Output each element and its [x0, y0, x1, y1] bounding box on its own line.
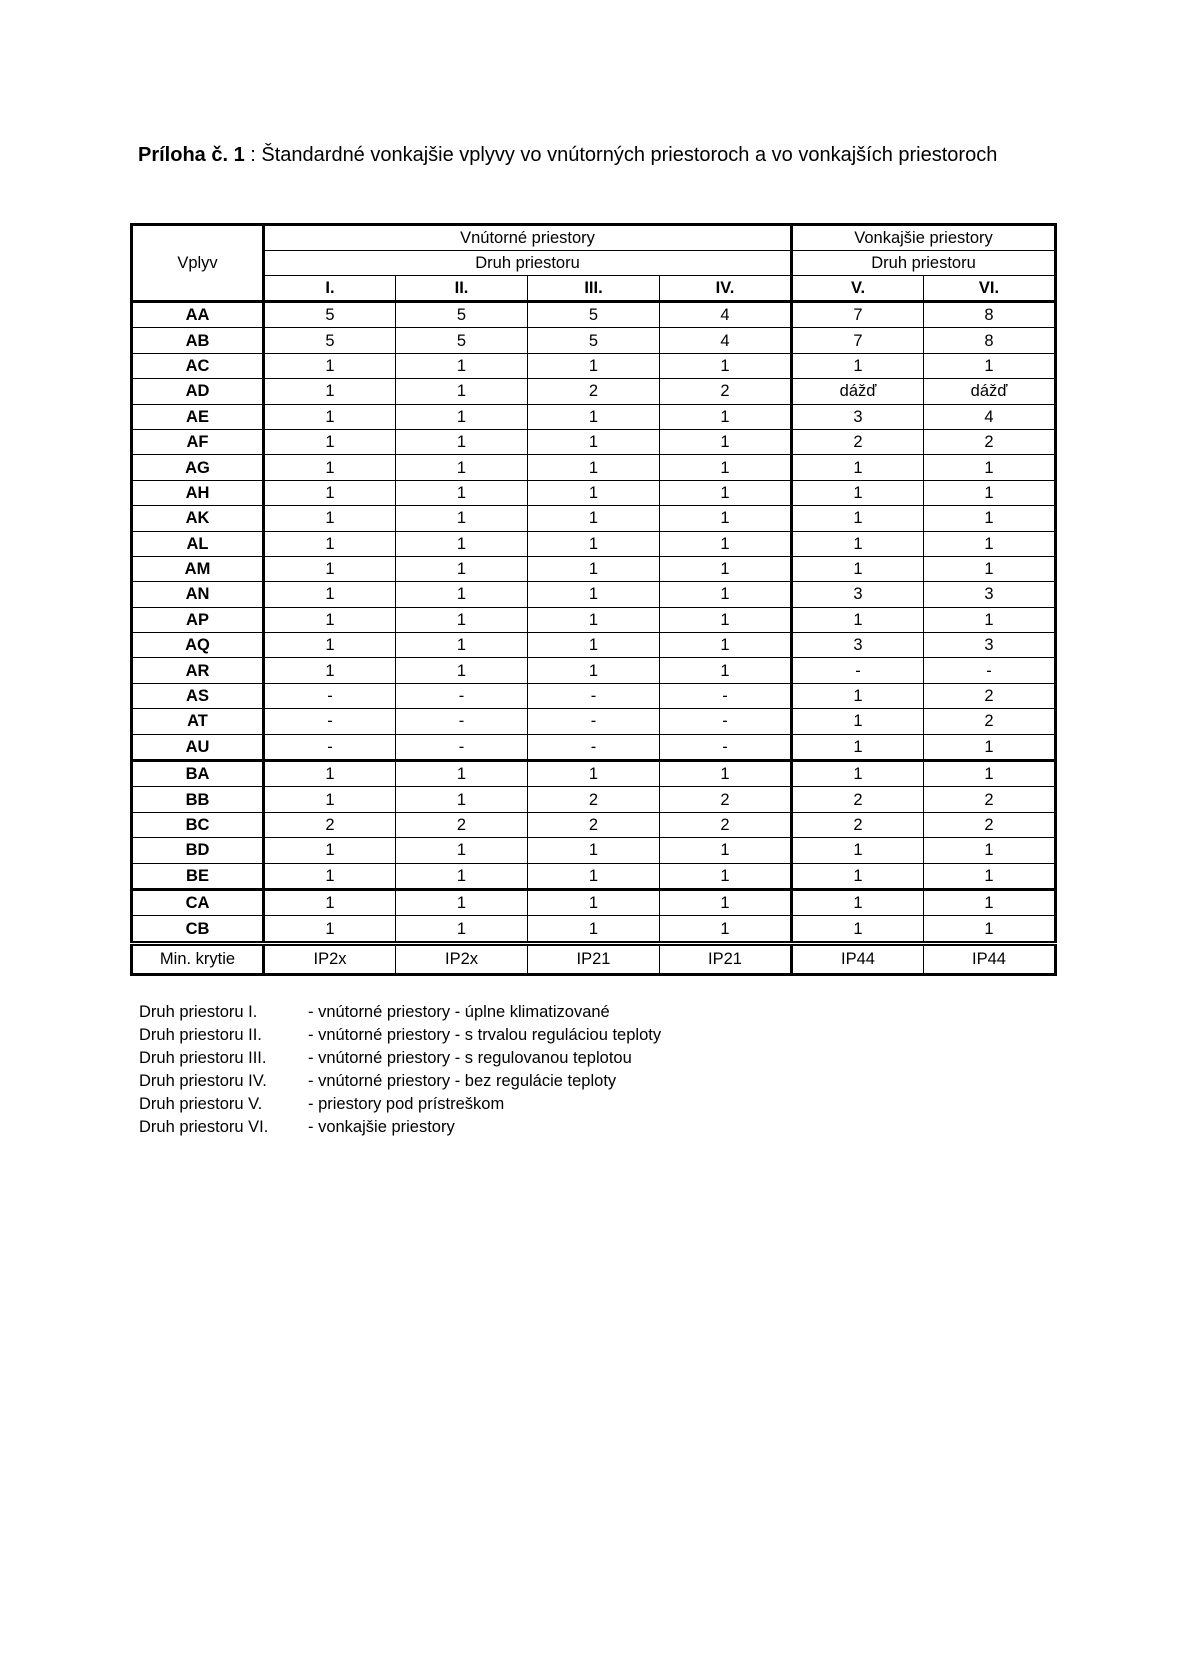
table-cell: 1 [660, 582, 792, 607]
table-cell: 2 [792, 787, 924, 812]
table-cell: 1 [924, 480, 1056, 505]
table-cell: - [396, 683, 528, 708]
footer-cell: IP44 [924, 943, 1056, 974]
table-cell: 1 [528, 556, 660, 581]
table-cell: 1 [528, 658, 660, 683]
table-cell: 5 [396, 328, 528, 353]
table-cell: 1 [528, 455, 660, 480]
table-cell: 1 [924, 838, 1056, 863]
table-row [132, 455, 1056, 480]
legend-description: - vnútorné priestory - bez regulácie teploty [308, 1072, 617, 1090]
table-cell: 1 [528, 506, 660, 531]
table-cell: 1 [396, 658, 528, 683]
legend-description: - vnútorné priestory - s trvalou reguláciou teploty [308, 1026, 662, 1044]
table-cell: 1 [264, 506, 396, 531]
table-cell: 1 [396, 506, 528, 531]
table-cell: 1 [264, 916, 396, 943]
table-cell: 2 [792, 812, 924, 837]
table-cell: 1 [660, 480, 792, 505]
table-cell: 2 [396, 812, 528, 837]
header-vplyv: Vplyv [132, 225, 264, 302]
table-cell: 2 [924, 787, 1056, 812]
row-code: BD [132, 838, 264, 863]
table-cell: - [660, 683, 792, 708]
table-row [132, 328, 1056, 353]
row-code: CB [132, 916, 264, 943]
table-cell: 1 [660, 429, 792, 454]
header-subgroup-inner: Druh priestoru [264, 251, 792, 276]
row-code: AT [132, 709, 264, 734]
table-cell: 1 [396, 582, 528, 607]
table-cell: 1 [396, 455, 528, 480]
table-cell: 1 [528, 531, 660, 556]
row-code: AA [132, 302, 264, 328]
table-cell: 1 [264, 633, 396, 658]
table-cell: 1 [396, 607, 528, 632]
table-cell: 1 [660, 863, 792, 889]
table-cell: 1 [660, 404, 792, 429]
table-cell: 4 [924, 404, 1056, 429]
influences-table [130, 223, 1057, 976]
document-title [138, 140, 1044, 170]
legend-item [139, 1047, 661, 1070]
table-row [132, 683, 1056, 708]
table-cell: - [528, 734, 660, 760]
row-code: BE [132, 863, 264, 889]
table-cell: 1 [396, 787, 528, 812]
table-cell: dážď [924, 379, 1056, 404]
row-code: BA [132, 761, 264, 787]
table-cell: 1 [396, 379, 528, 404]
table-row [132, 582, 1056, 607]
column-header: III. [528, 276, 660, 302]
column-header: V. [792, 276, 924, 302]
table-cell: 3 [924, 582, 1056, 607]
table-cell: 1 [264, 429, 396, 454]
row-code: AK [132, 506, 264, 531]
footer-row [132, 943, 1056, 974]
footer-cell: IP2x [264, 943, 396, 974]
table-row [132, 531, 1056, 556]
table-cell: 1 [660, 506, 792, 531]
table-cell: 7 [792, 328, 924, 353]
table-cell: 1 [792, 838, 924, 863]
table-row [132, 404, 1056, 429]
table-cell: 1 [924, 863, 1056, 889]
table-cell: 1 [264, 480, 396, 505]
table-cell: 1 [792, 531, 924, 556]
table-row [132, 633, 1056, 658]
row-code: BB [132, 787, 264, 812]
table-row [132, 889, 1056, 915]
table-cell: 1 [792, 761, 924, 787]
table-cell: 1 [792, 916, 924, 943]
table-body [132, 302, 1056, 944]
table-cell: 2 [660, 787, 792, 812]
table-cell: 2 [528, 379, 660, 404]
table-cell: 5 [528, 328, 660, 353]
table-row [132, 353, 1056, 378]
table-row [132, 709, 1056, 734]
legend-key: Druh priestoru V. [139, 1095, 263, 1113]
row-code: AS [132, 683, 264, 708]
table-cell: 1 [660, 761, 792, 787]
table-cell: 1 [660, 353, 792, 378]
table-cell: 2 [660, 379, 792, 404]
table-cell: 1 [528, 863, 660, 889]
table-cell: 1 [924, 455, 1056, 480]
legend-key: Druh priestoru VI. [139, 1118, 269, 1136]
table-row [132, 506, 1056, 531]
table-cell: 2 [792, 429, 924, 454]
table-row [132, 916, 1056, 943]
row-code: AC [132, 353, 264, 378]
table-cell: 1 [264, 761, 396, 787]
table-cell: - [264, 734, 396, 760]
column-header: I. [264, 276, 396, 302]
title-prefix: Príloha č. 1 [138, 144, 245, 166]
table-row [132, 607, 1056, 632]
table-cell: 1 [396, 404, 528, 429]
table-row [132, 379, 1056, 404]
table-cell: 1 [264, 607, 396, 632]
table-row [132, 863, 1056, 889]
column-header: II. [396, 276, 528, 302]
table-cell: 1 [660, 633, 792, 658]
table-cell: 4 [660, 302, 792, 328]
table-cell: 1 [264, 838, 396, 863]
header-group-outer: Vonkajšie priestory [792, 225, 1056, 251]
table-cell: 2 [528, 812, 660, 837]
table-cell: 3 [792, 633, 924, 658]
row-code: AG [132, 455, 264, 480]
header-subgroup-outer: Druh priestoru [792, 251, 1056, 276]
table-cell: 1 [264, 556, 396, 581]
table-cell: 5 [264, 328, 396, 353]
table-cell: 1 [264, 889, 396, 915]
table-cell: 2 [528, 787, 660, 812]
table-cell: 1 [264, 455, 396, 480]
table-cell: 1 [792, 734, 924, 760]
table-row [132, 812, 1056, 837]
legend-description: - vonkajšie priestory [308, 1118, 455, 1136]
table-cell: 1 [396, 556, 528, 581]
table-cell: 2 [924, 429, 1056, 454]
table-cell: 1 [792, 683, 924, 708]
table-cell: 1 [528, 404, 660, 429]
table-cell: 1 [396, 480, 528, 505]
row-code: AM [132, 556, 264, 581]
footer-cell: IP2x [396, 943, 528, 974]
table-row [132, 838, 1056, 863]
row-code: AQ [132, 633, 264, 658]
table-cell: 1 [264, 353, 396, 378]
table-cell: 1 [924, 531, 1056, 556]
table-cell: 2 [924, 683, 1056, 708]
table-cell: 1 [660, 607, 792, 632]
table-cell: 1 [792, 863, 924, 889]
legend-item [139, 1116, 661, 1139]
row-code: AE [132, 404, 264, 429]
table-cell: 1 [528, 633, 660, 658]
table-cell: 1 [924, 889, 1056, 915]
table-cell: 1 [792, 889, 924, 915]
table-cell: 1 [924, 734, 1056, 760]
table-cell: 8 [924, 302, 1056, 328]
legend-item [139, 1093, 661, 1116]
table-cell: 4 [660, 328, 792, 353]
legend-description: - vnútorné priestory - s regulovanou teplotou [308, 1049, 632, 1067]
table-cell: 1 [792, 607, 924, 632]
table-cell: - [264, 683, 396, 708]
table-cell: 1 [264, 379, 396, 404]
table-cell: 1 [792, 480, 924, 505]
table-cell: 1 [264, 582, 396, 607]
table-cell: 1 [264, 787, 396, 812]
column-header: IV. [660, 276, 792, 302]
table-cell: - [528, 709, 660, 734]
table-row [132, 734, 1056, 760]
table-cell: 7 [792, 302, 924, 328]
row-code: AF [132, 429, 264, 454]
legend-key: Druh priestoru II. [139, 1026, 262, 1044]
row-code: AL [132, 531, 264, 556]
table-cell: 1 [660, 556, 792, 581]
legend-key: Druh priestoru IV. [139, 1072, 267, 1090]
legend-description: - vnútorné priestory - úplne klimatizované [308, 1003, 610, 1021]
table-cell: dážď [792, 379, 924, 404]
table-cell: 3 [924, 633, 1056, 658]
table-cell: 1 [924, 761, 1056, 787]
table-cell: 1 [528, 607, 660, 632]
table-row [132, 556, 1056, 581]
column-header: VI. [924, 276, 1056, 302]
table-cell: - [660, 709, 792, 734]
row-code: AB [132, 328, 264, 353]
table-cell: 1 [528, 889, 660, 915]
table-cell: 3 [792, 404, 924, 429]
title-separator: : [244, 144, 262, 166]
table-cell: 1 [396, 889, 528, 915]
table-cell: 1 [924, 916, 1056, 943]
legend-key: Druh priestoru I. [139, 1003, 258, 1021]
table-cell: 1 [396, 916, 528, 943]
table-cell: - [396, 709, 528, 734]
table-cell: 1 [528, 480, 660, 505]
row-code: AH [132, 480, 264, 505]
header-row-columns [132, 276, 1056, 302]
table-cell: 2 [264, 812, 396, 837]
table-cell: 1 [924, 556, 1056, 581]
table-cell: 1 [528, 429, 660, 454]
row-code: AP [132, 607, 264, 632]
legend-item [139, 1024, 661, 1047]
table-cell: 1 [528, 838, 660, 863]
table-cell: 2 [924, 812, 1056, 837]
table-cell: 1 [528, 916, 660, 943]
table-cell: 1 [396, 429, 528, 454]
table-row [132, 480, 1056, 505]
table-cell: 1 [792, 353, 924, 378]
title-text: Štandardné vonkajšie vplyvy vo vnútorných priestoroch a vo vonkajších priestoroch [261, 144, 998, 166]
table-cell: 1 [396, 863, 528, 889]
table-cell: 1 [660, 455, 792, 480]
header-group-inner: Vnútorné priestory [264, 225, 792, 251]
table-row [132, 761, 1056, 787]
footer-cell: IP44 [792, 943, 924, 974]
table-cell: 1 [924, 506, 1056, 531]
table-cell: 1 [396, 353, 528, 378]
row-code: CA [132, 889, 264, 915]
table-cell: - [264, 709, 396, 734]
table-cell: 1 [264, 531, 396, 556]
legend-item [139, 1070, 661, 1093]
row-code: AN [132, 582, 264, 607]
table-cell: - [792, 658, 924, 683]
table-cell: 1 [528, 353, 660, 378]
table-row [132, 787, 1056, 812]
table-cell: 1 [660, 916, 792, 943]
table-cell: - [660, 734, 792, 760]
table-cell: 5 [528, 302, 660, 328]
table-cell: 1 [396, 531, 528, 556]
row-code: AU [132, 734, 264, 760]
table-cell: 1 [396, 633, 528, 658]
table-cell: 1 [660, 531, 792, 556]
table-cell: 3 [792, 582, 924, 607]
header-row-subgroups [132, 251, 1056, 276]
table-cell: 1 [792, 506, 924, 531]
table-cell: 1 [264, 658, 396, 683]
table-cell: 2 [660, 812, 792, 837]
table-cell: 1 [660, 658, 792, 683]
table-cell: 5 [264, 302, 396, 328]
header-row-groups [132, 225, 1056, 251]
table-cell: 1 [660, 838, 792, 863]
table-cell: 1 [264, 863, 396, 889]
table-cell: 1 [396, 761, 528, 787]
footer-cell: IP21 [660, 943, 792, 974]
table-cell: 1 [792, 455, 924, 480]
row-code: AD [132, 379, 264, 404]
table-cell: 1 [528, 582, 660, 607]
legend [139, 1001, 661, 1139]
table-cell: 1 [792, 556, 924, 581]
table-cell: 1 [528, 761, 660, 787]
table-cell: - [924, 658, 1056, 683]
table-row [132, 658, 1056, 683]
table-cell: 2 [924, 709, 1056, 734]
table-cell: - [396, 734, 528, 760]
table-cell: 1 [660, 889, 792, 915]
footer-label: Min. krytie [132, 943, 264, 974]
footer-cell: IP21 [528, 943, 660, 974]
table-cell: 1 [264, 404, 396, 429]
row-code: BC [132, 812, 264, 837]
table-cell: 1 [792, 709, 924, 734]
table-cell: - [528, 683, 660, 708]
table-cell: 1 [924, 353, 1056, 378]
table-cell: 1 [924, 607, 1056, 632]
legend-description: - priestory pod prístreškom [308, 1095, 505, 1113]
row-code: AR [132, 658, 264, 683]
legend-item [139, 1001, 661, 1024]
table-cell: 1 [396, 838, 528, 863]
table-cell: 5 [396, 302, 528, 328]
table-cell: 8 [924, 328, 1056, 353]
table-row [132, 302, 1056, 328]
table-row [132, 429, 1056, 454]
legend-key: Druh priestoru III. [139, 1049, 267, 1067]
